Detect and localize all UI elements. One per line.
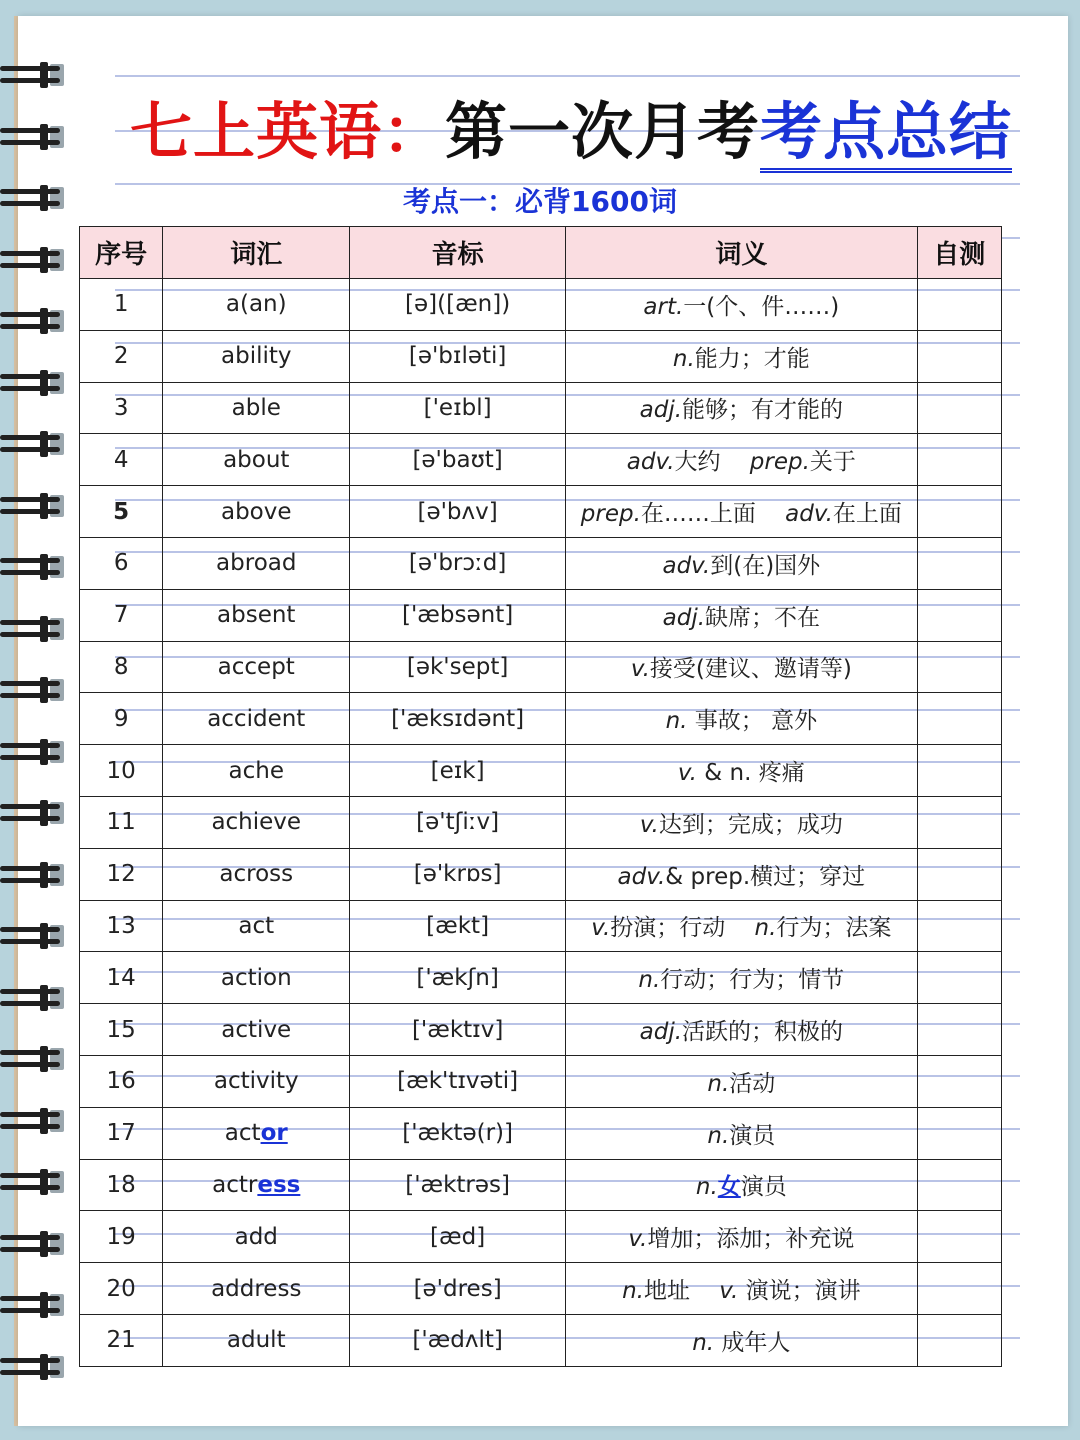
cell-phonetic: [ə'tʃiːv] [350, 796, 566, 848]
cell-meaning [566, 589, 918, 641]
cell-word: ache [163, 745, 350, 797]
meaning-text: 活跃的；积极的 [682, 1019, 844, 1046]
spiral-ring [0, 923, 68, 949]
cell-number: 9 [80, 693, 163, 745]
cell-self-test[interactable] [917, 641, 1001, 693]
part-of-speech: n. [695, 1174, 718, 1201]
cell-self-test[interactable] [917, 1004, 1001, 1056]
table-row [80, 745, 1002, 797]
spiral-ring [0, 62, 68, 88]
table-row [80, 382, 1002, 434]
part-of-speech: adj. [662, 604, 706, 631]
header-meaning: 词义 [566, 227, 918, 279]
cell-self-test[interactable] [917, 486, 1001, 538]
table-row [80, 1107, 1002, 1159]
part-of-speech: n. [707, 1070, 730, 1097]
cell-number: 6 [80, 537, 163, 589]
cell-number: 5 [80, 486, 163, 538]
cell-self-test[interactable] [917, 1314, 1001, 1366]
cell-self-test[interactable] [917, 1107, 1001, 1159]
cell-phonetic: ['eɪbl] [350, 382, 566, 434]
table-row [80, 1263, 1002, 1315]
cell-self-test[interactable] [917, 796, 1001, 848]
spiral-ring [0, 800, 68, 826]
cell-meaning [566, 796, 918, 848]
cell-phonetic: ['æktrəs] [350, 1159, 566, 1211]
cell-word [163, 1107, 350, 1159]
header-word: 词汇 [163, 227, 350, 279]
meaning-text: 扮演；行动 [610, 915, 726, 942]
word-suffix-highlight: ess [257, 1171, 301, 1198]
part-of-speech: prep. [580, 501, 641, 528]
cell-word: action [163, 952, 350, 1004]
cell-meaning [566, 1107, 918, 1159]
cell-self-test[interactable] [917, 589, 1001, 641]
cell-number: 4 [80, 434, 163, 486]
cell-word: add [163, 1211, 350, 1263]
cell-number: 20 [80, 1263, 163, 1315]
cell-meaning [566, 693, 918, 745]
spiral-ring [0, 554, 68, 580]
table-row [80, 848, 1002, 900]
table-row [80, 330, 1002, 382]
part-of-speech: v. [639, 811, 659, 838]
part-of-speech: v. [628, 1226, 648, 1253]
part-of-speech: n. [707, 1122, 730, 1149]
cell-self-test[interactable] [917, 330, 1001, 382]
cell-phonetic: [ə]([æn]) [350, 279, 566, 331]
meaning-text: 到(在)国外 [710, 552, 821, 579]
meaning-text: 缺席；不在 [705, 604, 821, 631]
vocabulary-table [79, 226, 1002, 1367]
meaning-text: 演员 [729, 1122, 776, 1149]
cell-phonetic: [eɪk] [350, 745, 566, 797]
cell-meaning [566, 641, 918, 693]
cell-word: a(an) [163, 279, 350, 331]
cell-meaning [566, 1055, 918, 1107]
cell-word: above [163, 486, 350, 538]
meaning-text: 事故； 意外 [687, 708, 818, 735]
spiral-ring [0, 247, 68, 273]
cell-phonetic: ['æbsənt] [350, 589, 566, 641]
meaning-text: 达到；完成；成功 [658, 811, 843, 838]
cell-self-test[interactable] [917, 279, 1001, 331]
cell-meaning [566, 537, 918, 589]
cell-number: 14 [80, 952, 163, 1004]
cell-word: adult [163, 1314, 350, 1366]
header-number: 序号 [80, 227, 163, 279]
cell-word [163, 1159, 350, 1211]
cell-number: 19 [80, 1211, 163, 1263]
spiral-ring [0, 1292, 68, 1318]
part-of-speech-2: v. [719, 1278, 739, 1305]
cell-word: abroad [163, 537, 350, 589]
cell-phonetic: [ə'dres] [350, 1263, 566, 1315]
cell-meaning [566, 1159, 918, 1211]
cell-phonetic: ['ædʌlt] [350, 1314, 566, 1366]
table-row [80, 900, 1002, 952]
cell-number: 16 [80, 1055, 163, 1107]
cell-word: achieve [163, 796, 350, 848]
cell-phonetic: ['ækʃn] [350, 952, 566, 1004]
cell-self-test[interactable] [917, 745, 1001, 797]
cell-number: 11 [80, 796, 163, 848]
part-of-speech-2: adv. [785, 501, 833, 528]
cell-self-test[interactable] [917, 1159, 1001, 1211]
cell-self-test[interactable] [917, 537, 1001, 589]
title-part-blue: 考点总结 [760, 95, 1012, 173]
cell-self-test[interactable] [917, 693, 1001, 745]
cell-phonetic: [æk'tɪvəti] [350, 1055, 566, 1107]
part-of-speech: adj. [639, 397, 683, 424]
table-header-row [80, 227, 1002, 279]
cell-meaning [566, 1314, 918, 1366]
table-row [80, 1314, 1002, 1366]
cell-meaning [566, 1263, 918, 1315]
table-row [80, 537, 1002, 589]
cell-phonetic: [ə'baʊt] [350, 434, 566, 486]
table-row [80, 1004, 1002, 1056]
cell-meaning [566, 279, 918, 331]
spiral-ring [0, 862, 68, 888]
cell-number: 8 [80, 641, 163, 693]
meaning-text: 演员 [740, 1174, 787, 1201]
part-of-speech: v. [591, 915, 611, 942]
spiral-ring [0, 985, 68, 1011]
cell-word: active [163, 1004, 350, 1056]
table-row [80, 952, 1002, 1004]
cell-phonetic: ['æksɪdənt] [350, 693, 566, 745]
page-title [130, 92, 1013, 172]
part-of-speech: v. [630, 656, 650, 683]
cell-word: accident [163, 693, 350, 745]
part-of-speech: adv. [662, 552, 711, 579]
cell-number: 3 [80, 382, 163, 434]
cell-phonetic: [ək'sept] [350, 641, 566, 693]
header-self-test: 自测 [917, 227, 1001, 279]
cell-number: 1 [80, 279, 163, 331]
cell-number: 12 [80, 848, 163, 900]
cell-self-test[interactable] [917, 952, 1001, 1004]
meaning-text: 一(个、件……) [683, 293, 840, 320]
meaning-text-2: 行为；法案 [776, 915, 892, 942]
spiral-ring [0, 1046, 68, 1072]
spiral-ring [0, 493, 68, 519]
spiral-ring [0, 677, 68, 703]
part-of-speech: adv. [626, 449, 675, 476]
spiral-ring [0, 124, 68, 150]
cell-meaning [566, 952, 918, 1004]
title-part-red: 七上英语： [130, 95, 446, 168]
cell-number: 21 [80, 1314, 163, 1366]
meaning-text: 增加；添加；补充说 [647, 1226, 855, 1253]
cell-word: address [163, 1263, 350, 1315]
cell-phonetic: ['æktɪv] [350, 1004, 566, 1056]
spiral-ring [0, 1169, 68, 1195]
cell-meaning [566, 330, 918, 382]
cell-meaning [566, 745, 918, 797]
cell-phonetic: [æd] [350, 1211, 566, 1263]
cell-number: 18 [80, 1159, 163, 1211]
meaning-text-2: 演说；演讲 [738, 1278, 861, 1305]
part-of-speech: n. [638, 967, 661, 994]
cell-phonetic: ['æktə(r)] [350, 1107, 566, 1159]
word-base: act [224, 1120, 261, 1147]
spiral-ring [0, 308, 68, 334]
meaning-text: & n. 疼痛 [696, 760, 805, 787]
cell-meaning [566, 382, 918, 434]
cell-meaning [566, 848, 918, 900]
part-of-speech: n. [692, 1329, 715, 1356]
part-of-speech: adv. [617, 863, 666, 890]
cell-word: ability [163, 330, 350, 382]
meaning-highlight: 女 [717, 1174, 741, 1201]
cell-self-test[interactable] [917, 848, 1001, 900]
title-part-black: 第一次月考 [445, 95, 761, 168]
cell-number: 7 [80, 589, 163, 641]
cell-phonetic: [ə'bʌv] [350, 486, 566, 538]
cell-number: 15 [80, 1004, 163, 1056]
meaning-text: 大约 [674, 449, 721, 476]
cell-number: 2 [80, 330, 163, 382]
table-row [80, 693, 1002, 745]
cell-word: able [163, 382, 350, 434]
table-row [80, 486, 1002, 538]
spiral-ring [0, 739, 68, 765]
cell-number: 10 [80, 745, 163, 797]
table-row [80, 1055, 1002, 1107]
meaning-text: 在……上面 [640, 501, 756, 528]
table-row [80, 434, 1002, 486]
cell-phonetic: [ækt] [350, 900, 566, 952]
cell-word: about [163, 434, 350, 486]
cell-meaning [566, 434, 918, 486]
part-of-speech: art. [643, 293, 684, 320]
cell-phonetic: [ə'krɒs] [350, 848, 566, 900]
part-of-speech: n. [672, 345, 695, 372]
part-of-speech-2: prep. [749, 449, 810, 476]
table-row [80, 279, 1002, 331]
meaning-text: 接受(建议、邀请等) [649, 656, 852, 683]
part-of-speech-2: n. [754, 915, 777, 942]
cell-word: absent [163, 589, 350, 641]
cell-number: 13 [80, 900, 163, 952]
part-of-speech: n. [622, 1278, 644, 1305]
cell-phonetic: [ə'brɔːd] [350, 537, 566, 589]
spiral-ring [0, 370, 68, 396]
meaning-text: & prep.横过；穿过 [665, 863, 866, 890]
table-row [80, 796, 1002, 848]
part-of-speech: v. [677, 760, 697, 787]
word-base: actr [212, 1171, 258, 1198]
meaning-text: 地址 [643, 1278, 690, 1305]
cell-meaning [566, 900, 918, 952]
meaning-text-2: 在上面 [832, 501, 902, 528]
spiral-ring [0, 1354, 68, 1380]
header-phonetic: 音标 [350, 227, 566, 279]
cell-word: across [163, 848, 350, 900]
spiral-ring [0, 1231, 68, 1257]
meaning-text: 活动 [729, 1070, 776, 1097]
spiral-ring [0, 616, 68, 642]
cell-number: 17 [80, 1107, 163, 1159]
meaning-text: 行动；行为；情节 [660, 967, 845, 994]
cell-self-test[interactable] [917, 1211, 1001, 1263]
cell-meaning [566, 486, 918, 538]
cell-self-test[interactable] [917, 1263, 1001, 1315]
meaning-text: 成年人 [714, 1329, 791, 1356]
cell-meaning [566, 1004, 918, 1056]
cell-meaning [566, 1211, 918, 1263]
part-of-speech: adj. [639, 1019, 683, 1046]
ruled-line [115, 75, 1020, 77]
cell-self-test[interactable] [917, 1055, 1001, 1107]
cell-self-test[interactable] [917, 434, 1001, 486]
word-suffix-highlight: or [260, 1120, 288, 1147]
section-subtitle: 考点一：必背1600词 [403, 185, 677, 218]
cell-word: activity [163, 1055, 350, 1107]
cell-self-test[interactable] [917, 900, 1001, 952]
table-row [80, 641, 1002, 693]
cell-self-test[interactable] [917, 382, 1001, 434]
meaning-text-2: 关于 [809, 449, 856, 476]
table-row [80, 589, 1002, 641]
table-row [80, 1159, 1002, 1211]
table-row [80, 1211, 1002, 1263]
cell-word: act [163, 900, 350, 952]
meaning-text: 能够；有才能的 [682, 397, 844, 424]
spiral-ring [0, 1108, 68, 1134]
cell-word: accept [163, 641, 350, 693]
part-of-speech: n. [665, 708, 688, 735]
meaning-text: 能力；才能 [694, 345, 810, 372]
cell-phonetic: [ə'bɪləti] [350, 330, 566, 382]
spiral-ring [0, 431, 68, 457]
